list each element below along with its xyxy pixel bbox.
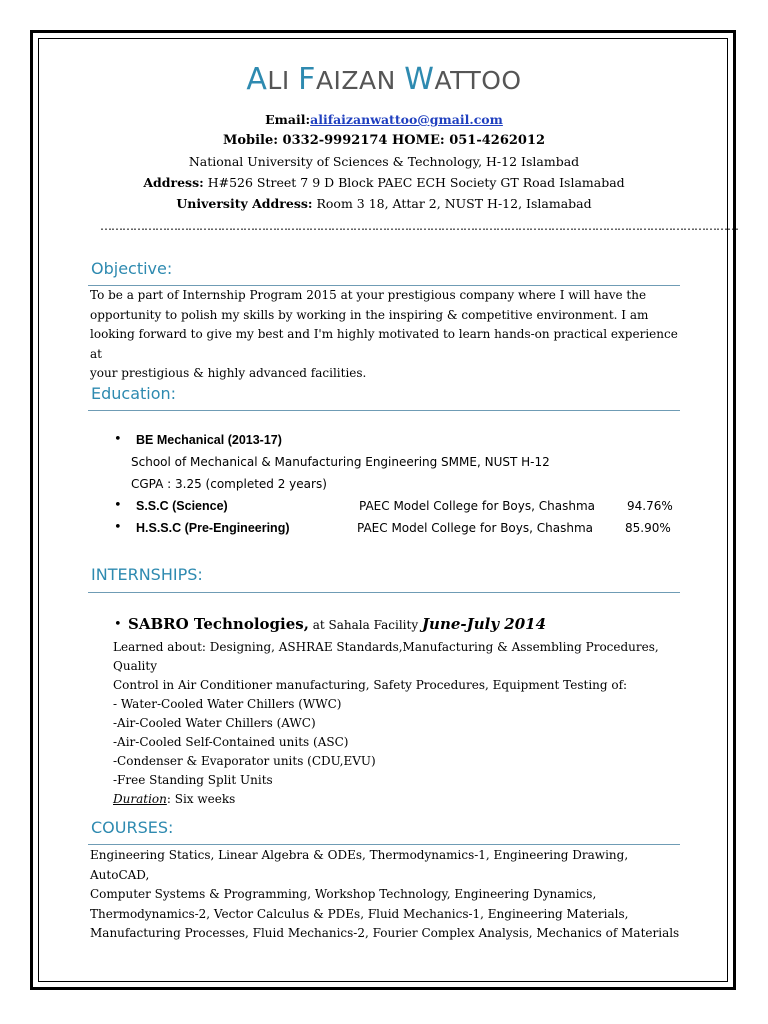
be-cgpa: CGPA : 3.25 (completed 2 years) [131,477,327,491]
address-line: Address: H#526 Street 7 9 D Block PAEC ECH Society GT Road Islamabad [143,175,625,190]
bullet-icon: • [114,617,122,632]
bullet-icon: • [114,432,122,447]
email-link[interactable]: alifaizanwattoo@gmail.com [310,112,503,127]
bullet-icon: • [114,498,122,513]
courses-heading: COURSES: [91,818,174,837]
courses-text: Engineering Statics, Linear Algebra & ODEs, Thermodynamics-1, Engineering Drawing, AutoCAD, Computer Systems & Programming, Workshop Technology, Engineering Dynamics, Thermodynamics-2, Vector Calculus & PDEs, Fluid Mechanics-1, Engineering Materials, Manufacturing Processes, Fluid Mechanics-2, Fourier Complex Analysis, Mechanics of Materials [90,848,680,940]
hssc-title: H.S.S.C (Pre-Engineering) [136,521,290,535]
ssc-title: S.S.C (Science) [136,499,228,513]
email-line: Email:alifaizanwattoo@gmail.com [265,112,503,127]
internship-details: Learned about: Designing, ASHRAE Standards,Manufacturing & Assembling Procedures, Quality Control in Air Conditioner manufacturing, Safety Procedures, Equipment Testing of: - Water-Cooled Water Chillers (WWC) -Air-Cooled Water Chillers (AWC) -Air-Cooled Self-Contained units (ASC) -Condenser & Evaporator units (CDU,EVU) -Free Standing Split Units Duration: Six weeks [113,638,693,809]
dotted-separator: ………………………………………………………………………………………………………………………………………………………… [100,219,738,233]
hssc-score: 85.90% [625,521,671,535]
courses-rule [88,844,680,845]
duration-line: Duration: Six weeks [113,792,236,806]
objective-text: To be a part of Internship Program 2015 at your prestigious company where I will have the opportunity to polish my skills by working in the inspiring & competitive environment. I am looking forward to give my best and I'm highly motivated to learn hands-on practical experience at your prestigious & highly advanced facilities. [90,288,678,380]
candidate-name: ALI FAIZAN WATTOO [246,62,522,97]
university-address-line: University Address: Room 3 18, Attar 2, NUST H-12, Islamabad [176,196,592,211]
internships-rule [88,592,680,593]
ssc-score: 94.76% [627,499,673,513]
be-school: School of Mechanical & Manufacturing Engineering SMME, NUST H-12 [131,455,550,469]
education-rule [88,410,680,411]
objective-heading: Objective: [91,259,173,278]
mobile-line: Mobile: 0332-9992174 HOME: 051-4262012 [222,133,546,148]
internships-heading: INTERNSHIPS: [91,565,203,584]
ssc-school: PAEC Model College for Boys, Chashma [359,499,595,513]
hssc-school: PAEC Model College for Boys, Chashma [357,521,593,535]
be-title: BE Mechanical (2013-17) [136,433,282,447]
university-line: National University of Sciences & Technology, H-12 Islambad [188,154,580,169]
bullet-icon: • [114,520,122,535]
education-heading: Education: [91,384,177,403]
internship-title: SABRO Technologies, at Sahala Facility June-July 2014 [128,615,547,633]
